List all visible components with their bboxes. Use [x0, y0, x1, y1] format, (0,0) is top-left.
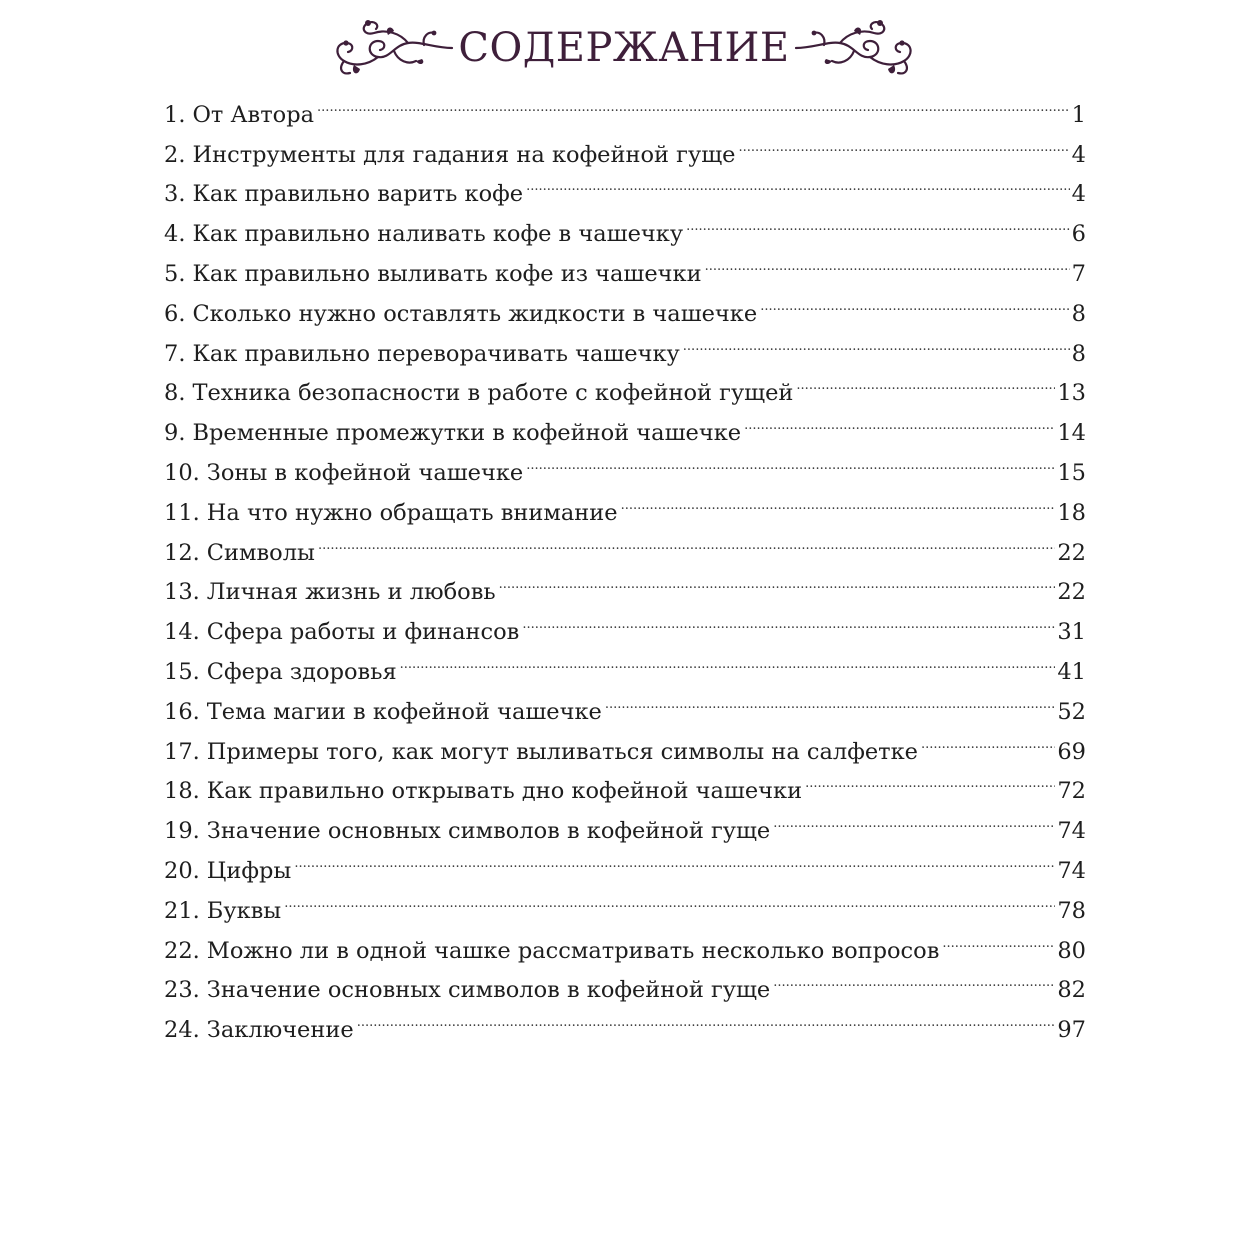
table-of-contents	[164, 82, 1086, 1044]
toc-entry-number: 23.	[164, 977, 200, 1004]
toc-entry-number: 11.	[164, 499, 200, 526]
toc-entry-title: Зоны в кофейной чашечке	[206, 459, 524, 486]
toc-entry-number: 2.	[164, 141, 186, 168]
toc-entry-title: От Автора	[192, 101, 315, 128]
toc-entry-number: 8.	[164, 380, 186, 407]
toc-entry-page: 4	[1071, 141, 1086, 168]
toc-entry-number: 19.	[164, 818, 200, 845]
toc-entry-page: 78	[1057, 897, 1086, 924]
toc-entry-page: 1	[1071, 101, 1086, 128]
toc-entry-title: Сфера работы и финансов	[206, 619, 520, 646]
toc-entry-number: 18.	[164, 778, 200, 805]
toc-entry-number: 24.	[164, 1017, 200, 1044]
toc-entry-page: 97	[1057, 1017, 1086, 1044]
flourish-ornament-left-icon	[324, 15, 454, 81]
toc-entry-page: 13	[1057, 380, 1086, 407]
toc-dot-leader	[942, 918, 1055, 958]
toc-entry-page: 4	[1071, 181, 1086, 208]
flourish-ornament-right-icon	[794, 15, 924, 81]
toc-dot-leader	[686, 201, 1070, 241]
toc-entry-number: 9.	[164, 420, 186, 447]
toc-dot-leader	[605, 679, 1056, 719]
toc-entry-page: 8	[1071, 340, 1086, 367]
toc-entry-title: Заключение	[206, 1017, 354, 1044]
toc-entry-number: 7.	[164, 340, 186, 367]
toc-dot-leader	[683, 321, 1070, 361]
toc-entry-page: 15	[1057, 459, 1086, 486]
toc-dot-leader	[705, 241, 1070, 281]
toc-dot-leader	[499, 560, 1056, 600]
toc-dot-leader	[526, 440, 1055, 480]
toc-entry[interactable]	[164, 838, 1086, 884]
toc-dot-leader	[773, 798, 1055, 838]
toc-dot-leader	[522, 599, 1055, 639]
toc-entry-title: Инструменты для гадания на кофейной гуще	[192, 141, 736, 168]
toc-entry-title: Можно ли в одной чашке рассматривать несколько вопросов	[206, 937, 940, 964]
toc-entry-title: Техника безопасности в работе с кофейной гущей	[192, 380, 794, 407]
toc-entry-number: 13.	[164, 579, 200, 606]
toc-entry-page: 74	[1057, 857, 1086, 884]
toc-entry-page: 7	[1071, 260, 1086, 287]
toc-entry-page: 14	[1057, 420, 1086, 447]
toc-entry-number: 3.	[164, 181, 186, 208]
toc-dot-leader	[526, 162, 1070, 202]
toc-entry-number: 6.	[164, 300, 186, 327]
toc-entry-number: 1.	[164, 101, 186, 128]
toc-entry-title: Значение основных символов в кофейной гуще	[206, 818, 771, 845]
toc-entry-page: 8	[1071, 300, 1086, 327]
toc-entry-page: 22	[1057, 579, 1086, 606]
toc-dot-leader	[400, 639, 1056, 679]
toc-entry-page: 31	[1057, 619, 1086, 646]
toc-dot-leader	[284, 878, 1055, 918]
toc-entry-title: Как правильно варить кофе	[192, 181, 524, 208]
toc-entry-title: Тема магии в кофейной чашечке	[206, 698, 602, 725]
contents-header	[0, 10, 1248, 86]
toc-dot-leader	[738, 122, 1069, 162]
toc-entry-page: 6	[1071, 221, 1086, 248]
toc-entry[interactable]	[164, 918, 1086, 964]
toc-entry-title: Сфера здоровья	[206, 658, 397, 685]
toc-entry-number: 22.	[164, 937, 200, 964]
toc-entry-title: На что нужно обращать внимание	[206, 499, 618, 526]
toc-entry-page: 41	[1057, 658, 1086, 685]
toc-entry-title: Цифры	[206, 857, 292, 884]
toc-entry-number: 21.	[164, 897, 200, 924]
toc-entry-page: 22	[1057, 539, 1086, 566]
toc-entry-number: 20.	[164, 857, 200, 884]
toc-entry-number: 5.	[164, 260, 186, 287]
toc-entry-number: 4.	[164, 221, 186, 248]
toc-entry-number: 17.	[164, 738, 200, 765]
toc-entry-title: Как правильно открывать дно кофейной чашечки	[206, 778, 803, 805]
toc-dot-leader	[357, 997, 1056, 1037]
toc-entry-title: Временные промежутки в кофейной чашечке	[192, 420, 742, 447]
toc-dot-leader	[921, 719, 1055, 759]
toc-entry-number: 10.	[164, 459, 200, 486]
toc-entry[interactable]	[164, 82, 1086, 128]
toc-entry-title: Как правильно переворачивать чашечку	[192, 340, 680, 367]
toc-dot-leader	[805, 759, 1055, 799]
toc-dot-leader	[744, 400, 1055, 440]
toc-dot-leader	[621, 480, 1056, 520]
toc-entry-number: 16.	[164, 698, 200, 725]
toc-entry-page: 52	[1057, 698, 1086, 725]
toc-entry[interactable]	[164, 878, 1086, 924]
toc-dot-leader	[796, 361, 1055, 401]
page-title: СОДЕРЖАНИЕ	[458, 25, 790, 71]
toc-entry-title: Личная жизнь и любовь	[206, 579, 496, 606]
toc-entry-number: 12.	[164, 539, 200, 566]
toc-dot-leader	[294, 838, 1055, 878]
toc-entry-title: Символы	[206, 539, 315, 566]
toc-entry-page: 69	[1057, 738, 1086, 765]
toc-entry-title: Значение основных символов в кофейной гуще	[206, 977, 771, 1004]
toc-dot-leader	[318, 520, 1055, 560]
toc-dot-leader	[773, 958, 1055, 998]
toc-entry-title: Как правильно выливать кофе из чашечки	[192, 260, 702, 287]
toc-entry-title: Буквы	[206, 897, 282, 924]
toc-entry-page: 72	[1057, 778, 1086, 805]
toc-entry-page: 18	[1057, 499, 1086, 526]
toc-dot-leader	[317, 82, 1070, 122]
toc-entry-number: 14.	[164, 619, 200, 646]
toc-entry-page: 80	[1057, 937, 1086, 964]
toc-dot-leader	[760, 281, 1069, 321]
toc-entry-page: 82	[1057, 977, 1086, 1004]
toc-entry-title: Примеры того, как могут выливаться символы на салфетке	[206, 738, 918, 765]
toc-entry-page: 74	[1057, 818, 1086, 845]
toc-entry-title: Сколько нужно оставлять жидкости в чашечке	[192, 300, 758, 327]
toc-entry-number: 15.	[164, 658, 200, 685]
toc-entry-title: Как правильно наливать кофе в чашечку	[192, 221, 684, 248]
